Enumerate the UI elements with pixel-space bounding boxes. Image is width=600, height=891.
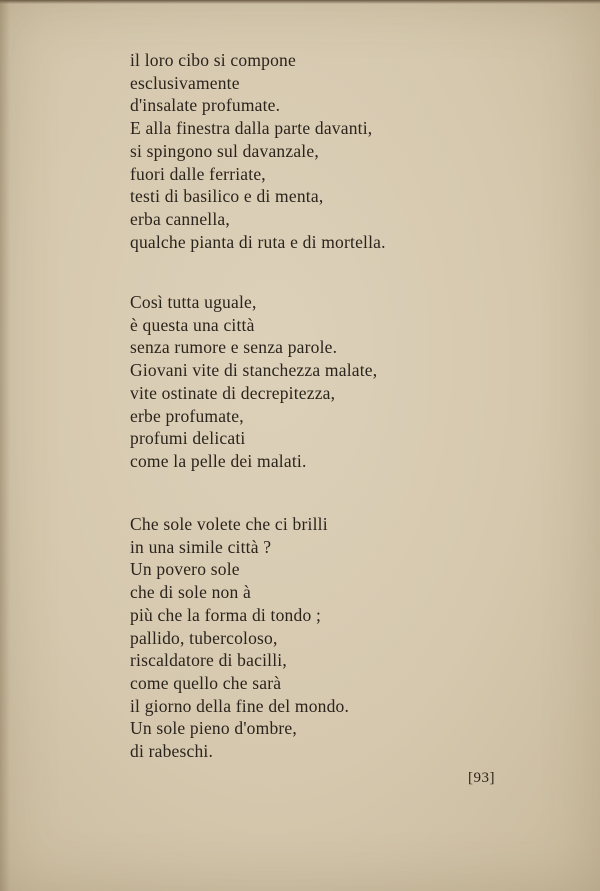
verse-line: Giovani vite di stanchezza malate, xyxy=(130,360,378,381)
verse-line: che di sole non à xyxy=(130,582,252,603)
verse-line: pallido, tubercoloso, xyxy=(130,627,278,648)
stanza-2 xyxy=(130,291,377,473)
verse-line: in una simile città ? xyxy=(130,536,272,557)
verse-line: come quello che sarà xyxy=(130,672,282,693)
verse-line: Così tutta uguale, xyxy=(130,292,257,312)
verse-line: erbe profumate, xyxy=(130,405,244,426)
verse-line: esclusivamente xyxy=(130,72,240,93)
page-number: [93] xyxy=(468,770,495,786)
page-top-edge xyxy=(0,0,600,4)
verse-line: profumi delicati xyxy=(130,428,246,449)
verse-line: testi di basilico e di menta, xyxy=(130,186,324,207)
verse-line: si spingono sul davanzale, xyxy=(130,140,319,161)
page-binding-shadow xyxy=(0,0,10,891)
verse-line: E alla finestra dalla parte davanti, xyxy=(130,118,373,139)
verse-line: qualche pianta di ruta e di mortella. xyxy=(130,231,386,252)
verse-line: erba cannella, xyxy=(130,208,230,229)
verse-line: senza rumore e senza parole. xyxy=(130,337,338,358)
verse-line: più che la forma di tondo ; xyxy=(130,604,322,625)
stanza-1 xyxy=(130,49,386,253)
verse-line: d'insalate profumate. xyxy=(130,95,281,116)
verse-line: riscaldatore di bacilli, xyxy=(130,650,287,671)
stanza-3 xyxy=(130,513,349,763)
verse-line: come la pelle dei malati. xyxy=(130,450,307,471)
verse-line: il loro cibo si compone xyxy=(130,50,296,70)
verse-line: Un povero sole xyxy=(130,559,240,580)
verse-line: di rabeschi. xyxy=(130,741,214,762)
verse-line: il giorno della fine del mondo. xyxy=(130,695,350,716)
verse-line: fuori dalle ferriate, xyxy=(130,163,266,184)
verse-line: vite ostinate di decrepitezza, xyxy=(130,382,336,403)
verse-line: Che sole volete che ci brilli xyxy=(130,514,328,534)
verse-line: Un sole pieno d'ombre, xyxy=(130,718,297,739)
verse-line: è questa una città xyxy=(130,314,255,335)
